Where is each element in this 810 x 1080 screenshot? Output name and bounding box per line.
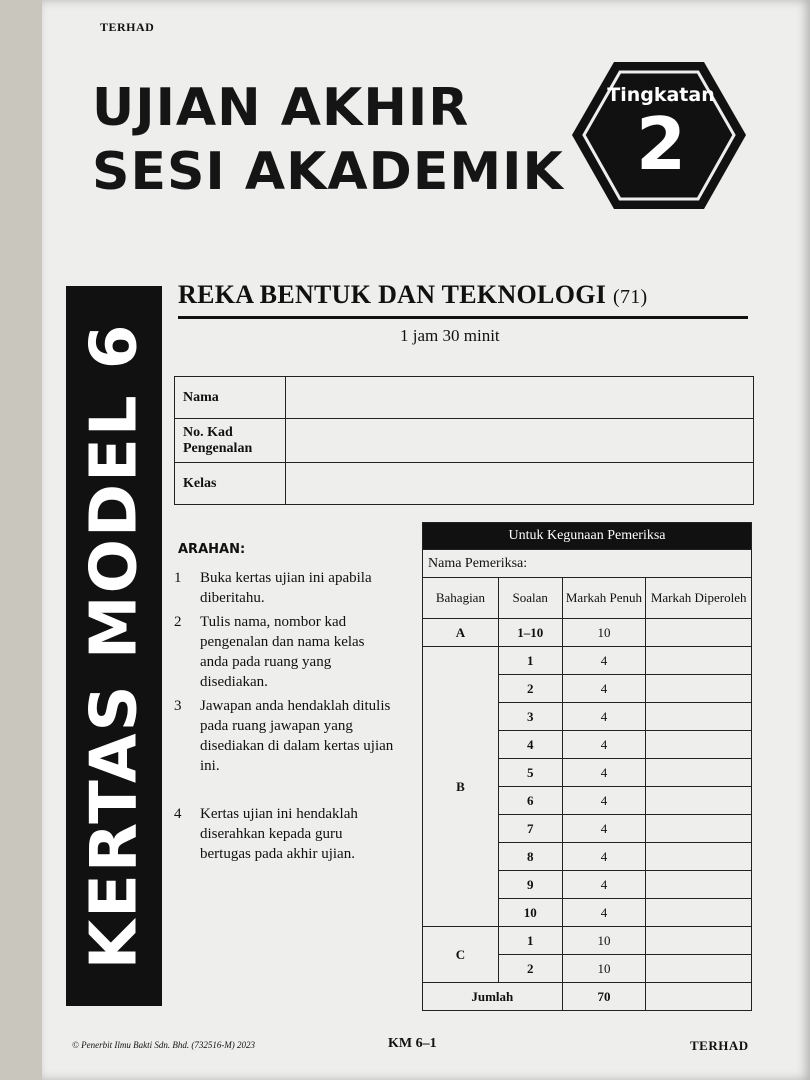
question-cell: 1–10 <box>498 619 562 647</box>
question-cell: 8 <box>498 843 562 871</box>
marks-obtained-cell[interactable] <box>646 871 752 899</box>
question-cell: 10 <box>498 899 562 927</box>
title-line-1: UJIAN AKHIR <box>92 78 470 138</box>
instruction-number: 1 <box>174 570 182 586</box>
marks-obtained-cell[interactable] <box>646 647 752 675</box>
classification-bottom: TERHAD <box>690 1038 749 1053</box>
question-cell: 1 <box>498 647 562 675</box>
section-a-label: A <box>423 619 499 647</box>
marks-obtained-cell[interactable] <box>646 675 752 703</box>
marks-obtained-cell[interactable] <box>646 843 752 871</box>
examiner-name-label: Nama Pemeriksa: <box>423 550 752 578</box>
full-marks-cell: 4 <box>562 675 646 703</box>
total-marks: 70 <box>562 983 646 1011</box>
column-header-question: Soalan <box>498 578 562 619</box>
class-field[interactable] <box>286 463 754 505</box>
marks-obtained-cell[interactable] <box>646 759 752 787</box>
instruction-text: Buka kertas ujian ini apabila diberitahu. <box>200 570 372 606</box>
marks-obtained-cell[interactable] <box>646 955 752 983</box>
badge-label: Tingkatan <box>607 84 715 106</box>
full-marks-cell: 10 <box>562 927 646 955</box>
question-cell: 5 <box>498 759 562 787</box>
title-line-2: SESI AKADEMIK <box>92 142 564 202</box>
subject-rule <box>178 316 748 319</box>
subject-code: (71) <box>612 286 648 308</box>
marks-obtained-cell[interactable] <box>646 899 752 927</box>
full-marks-cell: 4 <box>562 731 646 759</box>
field-label-ic: No. Kad Pengenalan <box>175 419 286 463</box>
question-cell: 6 <box>498 787 562 815</box>
total-label: Jumlah <box>423 983 563 1011</box>
side-label: KERTAS MODEL 6 <box>77 322 151 970</box>
section-c-label: C <box>423 927 499 983</box>
badge-number: 2 <box>635 102 687 186</box>
name-field[interactable] <box>286 377 754 419</box>
classification-top: TERHAD <box>100 20 155 34</box>
instruction-item <box>174 804 394 884</box>
form-badge <box>570 58 748 213</box>
instruction-text: Jawapan anda hendaklah ditulis pada ruang jawapan yang disediakan di dalam kertas ujian ini. <box>200 698 394 774</box>
subject-name: REKA BENTUK DAN TEKNOLOGI <box>178 280 607 309</box>
full-marks-cell: 4 <box>562 703 646 731</box>
marks-obtained-cell[interactable] <box>646 927 752 955</box>
examiner-table-title: Untuk Kegunaan Pemeriksa <box>423 523 752 550</box>
marks-obtained-cell[interactable] <box>646 619 752 647</box>
page-number: KM 6–1 <box>388 1036 437 1051</box>
instruction-number: 4 <box>174 806 182 822</box>
full-marks-cell: 4 <box>562 647 646 675</box>
subject-title <box>178 280 648 310</box>
field-label-class: Kelas <box>175 463 286 505</box>
adjacent-page-edge <box>0 0 42 1080</box>
full-marks-cell: 4 <box>562 815 646 843</box>
total-obtained-cell[interactable] <box>646 983 752 1011</box>
instruction-item <box>174 568 394 608</box>
instruction-item <box>174 612 394 692</box>
question-cell: 4 <box>498 731 562 759</box>
question-cell: 2 <box>498 955 562 983</box>
field-label-name: Nama <box>175 377 286 419</box>
marks-obtained-cell[interactable] <box>646 703 752 731</box>
section-b-label: B <box>423 647 499 927</box>
full-marks-cell: 4 <box>562 871 646 899</box>
marks-obtained-cell[interactable] <box>646 731 752 759</box>
full-marks-cell: 10 <box>562 955 646 983</box>
full-marks-cell: 4 <box>562 899 646 927</box>
column-header-section: Bahagian <box>423 578 499 619</box>
instruction-text: Tulis nama, nombor kad pengenalan dan nama kelas anda pada ruang yang disediakan. <box>200 614 365 690</box>
duration: 1 jam 30 minit <box>400 326 500 345</box>
question-cell: 2 <box>498 675 562 703</box>
instruction-number: 2 <box>174 614 182 630</box>
column-header-full-marks: Markah Penuh <box>562 578 646 619</box>
examiner-table <box>422 522 752 1011</box>
marks-obtained-cell[interactable] <box>646 787 752 815</box>
publisher-credit: © Penerbit Ilmu Bakti Sdn. Bhd. (732516-M) 2023 <box>72 1040 256 1050</box>
full-marks-cell: 4 <box>562 759 646 787</box>
student-info-table <box>174 376 754 505</box>
question-cell: 9 <box>498 871 562 899</box>
column-header-marks-obtained: Markah Diperoleh <box>646 578 752 619</box>
instructions-heading: ARAHAN: <box>178 542 246 557</box>
question-cell: 1 <box>498 927 562 955</box>
question-cell: 3 <box>498 703 562 731</box>
full-marks-cell: 4 <box>562 787 646 815</box>
question-cell: 7 <box>498 815 562 843</box>
full-marks-cell: 10 <box>562 619 646 647</box>
full-marks-cell: 4 <box>562 843 646 871</box>
marks-obtained-cell[interactable] <box>646 815 752 843</box>
ic-field[interactable] <box>286 419 754 463</box>
instruction-text: Kertas ujian ini hendaklah diserahkan kepada guru bertugas pada akhir ujian. <box>200 806 358 862</box>
instruction-item <box>174 696 394 796</box>
instruction-number: 3 <box>174 698 182 714</box>
